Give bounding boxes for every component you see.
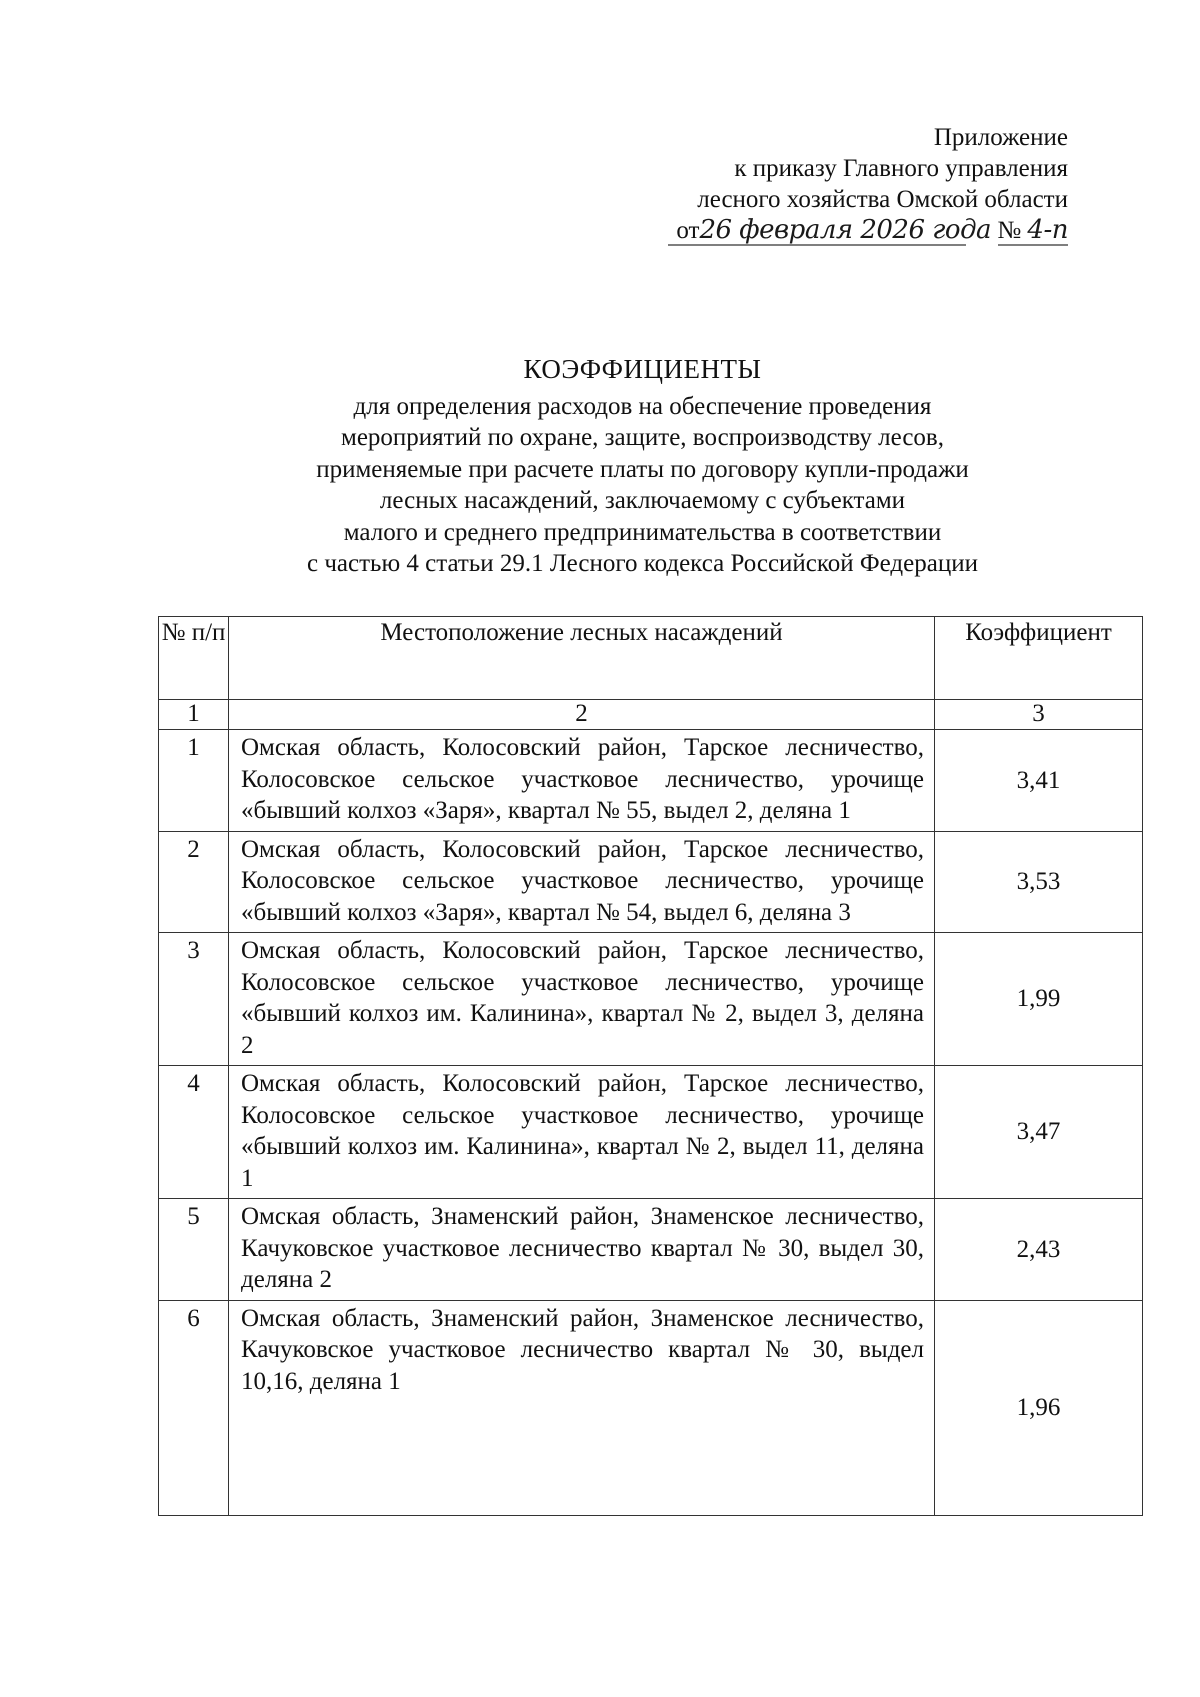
row-number: 6 bbox=[159, 1300, 229, 1515]
row-number: 5 bbox=[159, 1199, 229, 1301]
row-location: Омская область, Колосовский район, Тарское лесничество, Колосовское сельское участковое лесничество, урочище «бывший колхоз им. Калинина», квартал № 2, выдел 3, деляна 2 bbox=[229, 933, 935, 1066]
appendix-line-1: Приложение bbox=[933, 124, 1068, 151]
row-coefficient: 2,43 bbox=[935, 1199, 1143, 1301]
row-coefficient: 3,47 bbox=[935, 1066, 1143, 1199]
title-line-1: для определения расходов на обеспечение проведения bbox=[353, 392, 932, 420]
title-line-4: лесных насаждений, заключаемому с субъектами bbox=[379, 487, 906, 514]
column-number: 2 bbox=[229, 700, 935, 730]
coefficients-table bbox=[158, 616, 1143, 1516]
row-location: Омская область, Колосовский район, Тарское лесничество, Колосовское сельское участковое лесничество, урочище «бывший колхоз «Заря», квартал № 55, выдел 2, деляна 1 bbox=[229, 730, 935, 832]
row-coefficient: 3,41 bbox=[935, 730, 1143, 832]
appendix-line-3: лесного хозяйства Омской области bbox=[697, 186, 1068, 213]
header-coefficient: Коэффициент bbox=[935, 617, 1143, 700]
title-line-6: с частью 4 статьи 29.1 Лесного кодекса Российской Федерации bbox=[307, 550, 978, 577]
row-number: 3 bbox=[159, 933, 229, 1066]
handwritten-number: 4-п bbox=[1027, 215, 1068, 245]
row-location: Омская область, Колосовский район, Тарское лесничество, Колосовское сельское участковое лесничество, урочище «бывший колхоз «Заря», квартал № 54, выдел 6, деляна 3 bbox=[229, 831, 935, 933]
table-row bbox=[159, 730, 1143, 832]
table-row bbox=[159, 1066, 1143, 1199]
appendix-line-2: к приказу Главного управления bbox=[734, 155, 1068, 182]
table-header-row bbox=[159, 617, 1143, 700]
column-number: 3 bbox=[935, 700, 1143, 730]
title-line-2: мероприятий по охране, защите, воспроизводству лесов, bbox=[341, 424, 944, 451]
row-coefficient: 3,53 bbox=[935, 831, 1143, 933]
table-row bbox=[159, 933, 1143, 1066]
header-location: Местоположение лесных насаждений bbox=[229, 617, 935, 700]
title-line-3: применяемые при расчете платы по договору купли-продажи bbox=[316, 455, 969, 483]
table-row bbox=[159, 1199, 1143, 1301]
header-num: № п/п bbox=[159, 617, 229, 700]
row-location: Омская область, Колосовский район, Тарское лесничество, Колосовское сельское участковое лесничество, урочище «бывший колхоз им. Калинина», квартал № 2, выдел 11, деляна 1 bbox=[229, 1066, 935, 1199]
signature-underline bbox=[648, 239, 1068, 251]
row-number: 2 bbox=[159, 831, 229, 933]
document-title: КОЭФФИЦИЕНТЫ bbox=[523, 354, 762, 384]
document-title-block bbox=[0, 354, 1200, 580]
title-line-5: малого и среднего предпринимательства в соответствии bbox=[343, 518, 942, 546]
table-row bbox=[159, 831, 1143, 933]
order-date-line bbox=[676, 215, 1068, 255]
row-coefficient: 1,96 bbox=[935, 1300, 1143, 1515]
row-location: Омская область, Знаменский район, Знаменское лесничество, Качуковское участковое лесничество квартал № 30, выдел 10,16, деляна 1 bbox=[229, 1300, 935, 1515]
table-row bbox=[159, 1300, 1143, 1515]
column-number: 1 bbox=[159, 700, 229, 730]
handwritten-date: 26 февраля 2026 года bbox=[699, 215, 992, 245]
column-number-row bbox=[159, 700, 1143, 730]
row-location: Омская область, Знаменский район, Знаменское лесничество, Качуковское участковое лесничество квартал № 30, выдел 30, деляна 2 bbox=[229, 1199, 935, 1301]
number-prefix: № bbox=[997, 217, 1022, 244]
row-coefficient: 1,99 bbox=[935, 933, 1143, 1066]
row-number: 4 bbox=[159, 1066, 229, 1199]
appendix-block bbox=[676, 122, 1068, 255]
date-prefix: от bbox=[676, 217, 700, 244]
row-number: 1 bbox=[159, 730, 229, 832]
